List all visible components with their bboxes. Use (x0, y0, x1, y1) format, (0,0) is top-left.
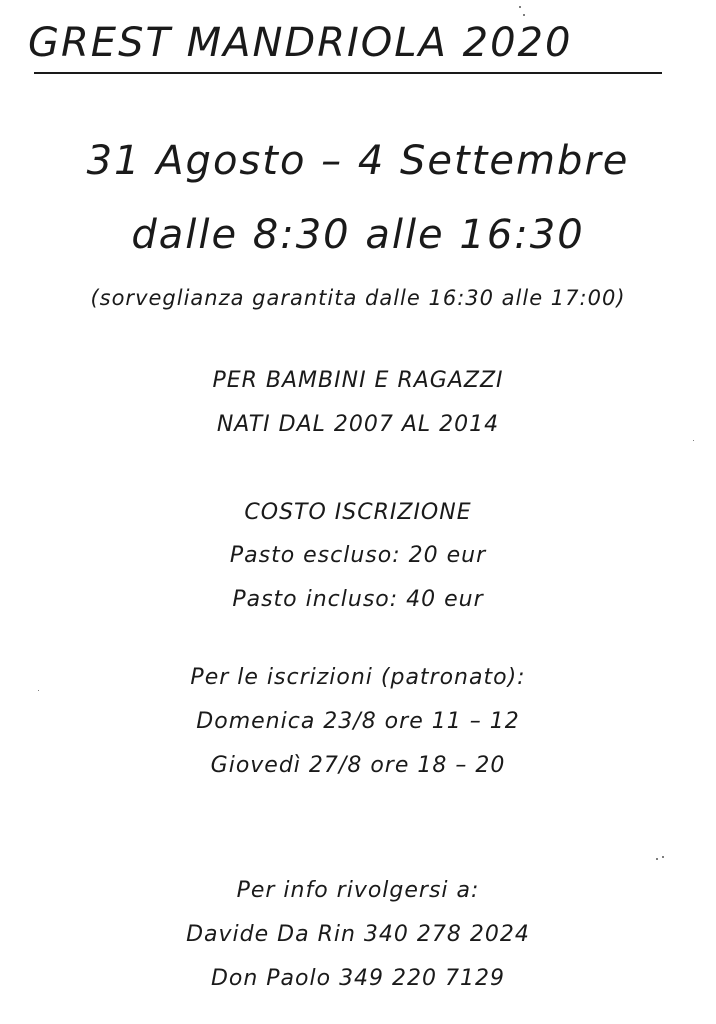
contact-davide: Davide Da Rin 340 278 2024 (186, 922, 530, 947)
event-hours: dalle 8:30 alle 16:30 (131, 212, 585, 258)
scan-speck (38, 690, 39, 691)
audience-line-1: PER BAMBINI E RAGAZZI (212, 368, 504, 393)
audience-line-2: NATI DAL 2007 AL 2014 (216, 412, 500, 437)
scan-speck (656, 858, 658, 860)
registration-slot-1: Domenica 23/8 ore 11 – 12 (196, 709, 520, 734)
flyer-title: GREST MANDRIOLA 2020 (28, 20, 573, 66)
registration-slot-2: Giovedì 27/8 ore 18 – 20 (210, 753, 506, 778)
cost-meal-included: Pasto incluso: 40 eur (232, 587, 484, 612)
cost-heading: COSTO ISCRIZIONE (244, 500, 472, 525)
scan-speck (693, 440, 694, 441)
registration-heading: Per le iscrizioni (patronato): (190, 665, 526, 690)
contact-don-paolo: Don Paolo 349 220 7129 (210, 966, 506, 991)
supervision-note: (sorveglianza garantita dalle 16:30 alle 17:00) (90, 286, 626, 310)
contacts-heading: Per info rivolgersi a: (236, 878, 480, 903)
cost-meal-excluded: Pasto escluso: 20 eur (229, 543, 487, 568)
scan-speck (519, 6, 521, 8)
title-underline (34, 72, 662, 74)
scan-speck (662, 856, 664, 858)
event-dates: 31 Agosto – 4 Settembre (86, 138, 630, 184)
scan-speck (523, 14, 525, 16)
